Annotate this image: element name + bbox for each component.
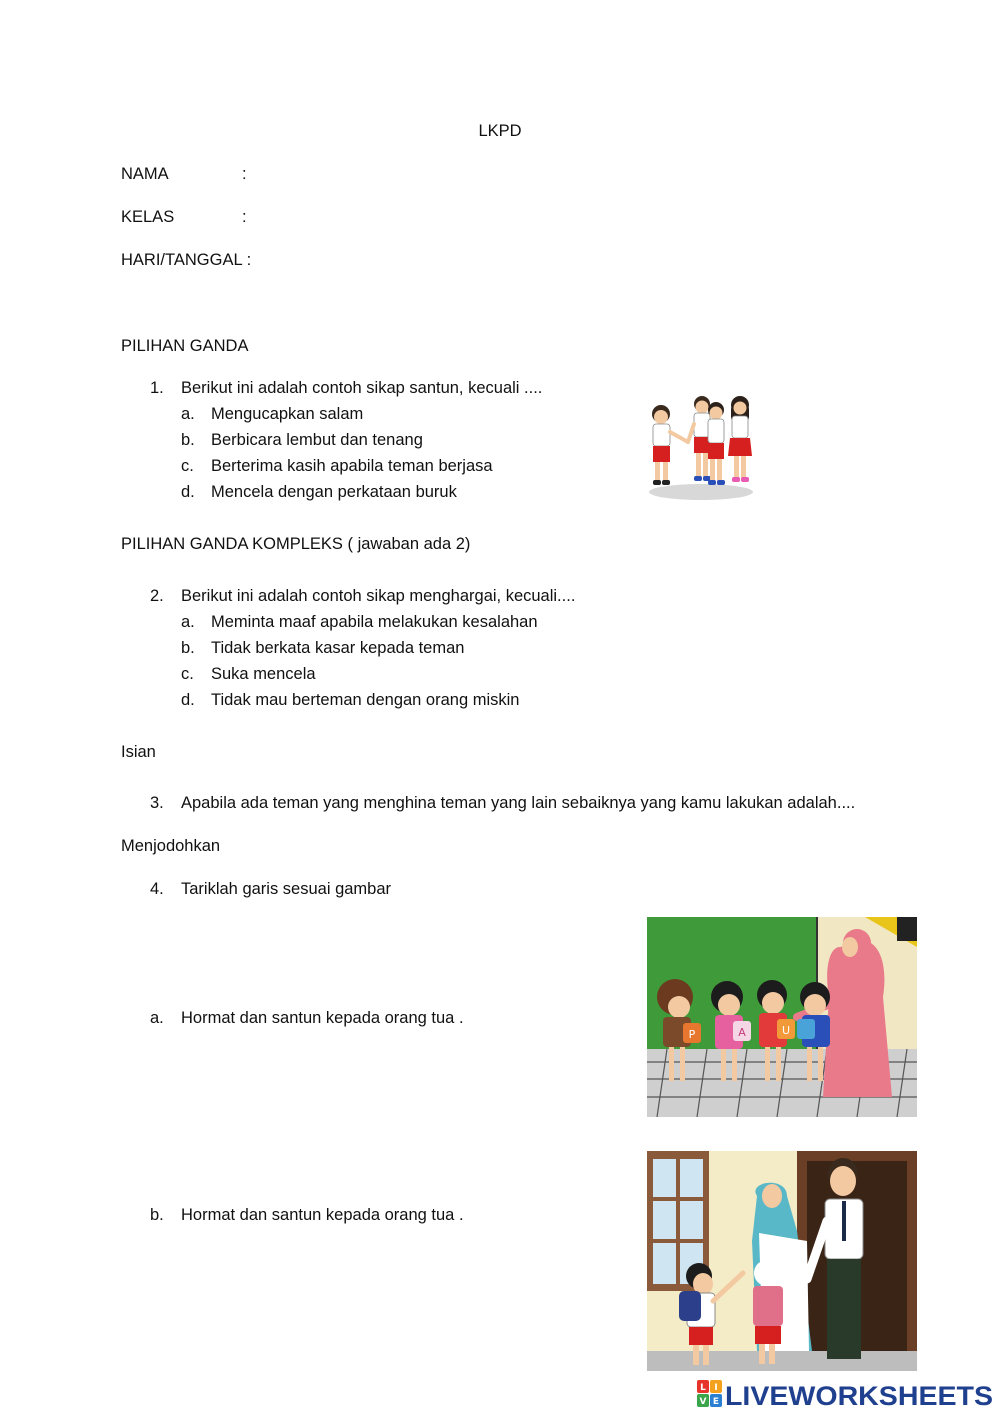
match-item-b-text[interactable]: Hormat dan santun kepada orang tua . xyxy=(181,1206,464,1224)
kelas-label: KELAS xyxy=(121,208,175,226)
question-3-text: Apabila ada teman yang menghina teman yang lain sebaiknya yang kamu lakukan adalah.... xyxy=(181,794,856,812)
badge-letter: I xyxy=(714,1383,718,1393)
q2-option-d[interactable]: Tidak mau berteman dengan orang miskin xyxy=(211,691,520,709)
question-number: 2. xyxy=(150,587,164,605)
q1-option-d[interactable]: Mencela dengan perkataan buruk xyxy=(211,483,457,501)
q2-option-c[interactable]: Suka mencela xyxy=(211,665,316,683)
q1-option-b[interactable]: Berbicara lembut dan tenang xyxy=(211,431,423,449)
q1-option-letter: d. xyxy=(181,483,195,501)
question-number: 1. xyxy=(150,379,164,397)
q2-option-letter: c. xyxy=(181,665,194,683)
children-greeting-teacher-image[interactable] xyxy=(647,917,917,1117)
nama-label: NAMA xyxy=(121,165,169,183)
hari-tanggal-label: HARI/TANGGAL : xyxy=(121,251,252,269)
q1-option-letter: b. xyxy=(181,431,195,449)
q2-option-letter: b. xyxy=(181,639,195,657)
watermark-text: LIVEWORKSHEETS xyxy=(725,1381,993,1411)
q1-option-letter: c. xyxy=(181,457,194,475)
q2-option-a[interactable]: Meminta maaf apabila melakukan kesalahan xyxy=(211,613,538,631)
q2-option-letter: a. xyxy=(181,613,195,631)
match-item-letter: a. xyxy=(150,1009,164,1027)
backpack-letter: A xyxy=(738,1026,746,1039)
child-greeting-parents-image[interactable] xyxy=(647,1151,917,1371)
students-greeting-image xyxy=(644,392,758,504)
section-pilihan-ganda: PILIHAN GANDA xyxy=(121,337,249,355)
q2-option-b[interactable]: Tidak berkata kasar kepada teman xyxy=(211,639,465,657)
liveworksheets-watermark xyxy=(697,1377,997,1411)
question-1-text: Berikut ini adalah contoh sikap santun, kecuali .... xyxy=(181,379,543,397)
question-number: 3. xyxy=(150,794,164,812)
badge-letter: V xyxy=(699,1397,707,1407)
q1-option-c[interactable]: Berterima kasih apabila teman berjasa xyxy=(211,457,493,475)
backpack-letter: U xyxy=(781,1024,791,1037)
kelas-colon: : xyxy=(242,208,247,226)
question-number: 4. xyxy=(150,880,164,898)
section-isian: Isian xyxy=(121,743,156,761)
match-item-a-text[interactable]: Hormat dan santun kepada orang tua . xyxy=(181,1009,464,1027)
page-title: LKPD xyxy=(478,122,522,140)
q1-option-letter: a. xyxy=(181,405,195,423)
nama-colon: : xyxy=(242,165,247,183)
badge-letter: L xyxy=(700,1383,706,1393)
question-2-text: Berikut ini adalah contoh sikap menghargai, kecuali.... xyxy=(181,587,576,605)
q1-option-a[interactable]: Mengucapkan salam xyxy=(211,405,364,423)
match-item-letter: b. xyxy=(150,1206,164,1224)
question-4-text: Tariklah garis sesuai gambar xyxy=(181,880,392,898)
backpack-letter: P xyxy=(688,1028,696,1041)
q2-option-letter: d. xyxy=(181,691,195,709)
section-pilihan-ganda-kompleks: PILIHAN GANDA KOMPLEKS ( jawaban ada 2) xyxy=(121,535,471,553)
badge-letter: E xyxy=(712,1397,720,1407)
section-menjodohkan: Menjodohkan xyxy=(121,837,221,855)
